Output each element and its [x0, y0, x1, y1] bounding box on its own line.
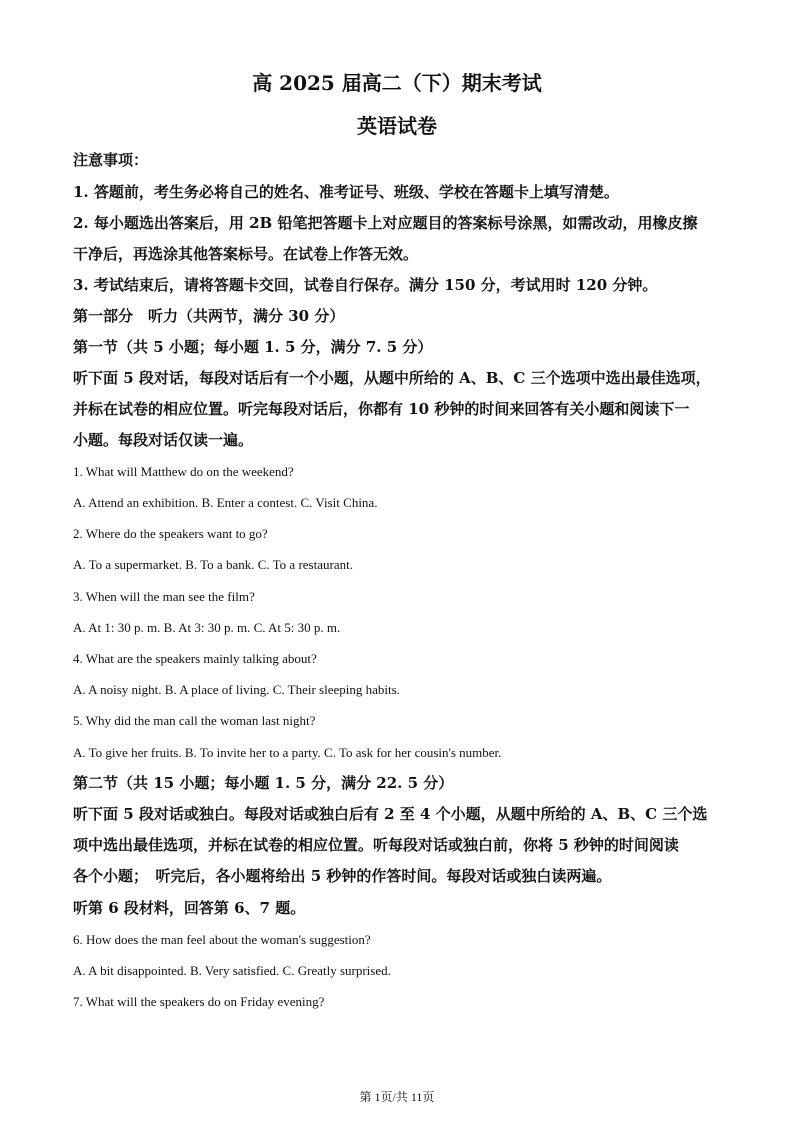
question-3-options: A. At 1: 30 p. m. B. At 3: 30 p. m. C. At 5: 30 p. m. — [73, 620, 341, 635]
section-2-instructions-line-3: 各个小题； 听完后，各小题将给出 5 秒钟的作答时间。每段对话或独白读两遍。 — [73, 867, 612, 885]
section-1-heading: 第一节（共 5 小题；每小题 1. 5 分，满分 7. 5 分） — [73, 338, 433, 356]
material-6-heading: 听第 6 段材料，回答第 6、7 题。 — [73, 899, 306, 917]
page-number: 第 1页/共 11页 — [359, 1090, 435, 1104]
section-2-heading: 第二节（共 15 小题；每小题 1. 5 分，满分 22. 5 分） — [73, 774, 454, 792]
question-2: 2. Where do the speakers want to go? — [73, 526, 268, 541]
notice-item-3: 3. 考试结束后，请将答题卡交回，试卷自行保存。满分 150 分，考试用时 120 分钟。 — [73, 276, 658, 294]
question-6: 6. How does the man feel about the woman's suggestion? — [73, 932, 371, 947]
question-2-options: A. To a supermarket. B. To a bank. C. To a restaurant. — [73, 557, 353, 572]
question-1: 1. What will Matthew do on the weekend? — [73, 464, 294, 479]
question-5: 5. Why did the man call the woman last night? — [73, 713, 316, 728]
section-2-instructions-line-2: 项中选出最佳选项，并标在试卷的相应位置。听每段对话或独白前，你将 5 秒钟的时间阅读 — [73, 836, 679, 854]
question-6-options: A. A bit disappointed. B. Very satisfied. C. Greatly surprised. — [73, 963, 391, 978]
section-1-instructions-line-3: 小题。每段对话仅读一遍。 — [73, 431, 254, 449]
section-1-instructions-line-1: 听下面 5 段对话，每段对话后有一个小题，从题中所给的 A、B、C 三个选项中选出最佳选项， — [73, 369, 711, 387]
question-3: 3. When will the man see the film? — [73, 589, 255, 604]
question-1-options: A. Attend an exhibition. B. Enter a contest. C. Visit China. — [73, 495, 378, 510]
notice-item-2-line-1: 2. 每小题选出答案后，用 2B 铅笔把答题卡上对应题目的答案标号涂黑，如需改动，用橡皮擦 — [73, 214, 698, 232]
notice-item-2-line-2: 干净后，再选涂其他答案标号。在试卷上作答无效。 — [73, 245, 419, 263]
exam-title: 高 2025 届高二（下）期末考试 — [252, 71, 542, 95]
question-4: 4. What are the speakers mainly talking about? — [73, 651, 317, 666]
question-4-options: A. A noisy night. B. A place of living. C. Their sleeping habits. — [73, 682, 400, 697]
exam-subtitle: 英语试卷 — [357, 114, 437, 138]
section-2-instructions-line-1: 听下面 5 段对话或独白。每段对话或独白后有 2 至 4 个小题，从题中所给的 A、B、C 三个选 — [73, 805, 708, 823]
notice-item-1: 1. 答题前，考生务必将自己的姓名、准考证号、班级、学校在答题卡上填写清楚。 — [73, 183, 619, 201]
part-1-heading: 第一部分 听力（共两节，满分 30 分） — [73, 307, 345, 325]
notice-heading: 注意事项： — [73, 151, 149, 169]
question-7: 7. What will the speakers do on Friday evening? — [73, 994, 325, 1009]
section-1-instructions-line-2: 并标在试卷的相应位置。听完每段对话后，你都有 10 秒钟的时间来回答有关小题和阅读下一 — [73, 400, 690, 418]
question-5-options: A. To give her fruits. B. To invite her to a party. C. To ask for her cousin's number. — [73, 745, 502, 760]
